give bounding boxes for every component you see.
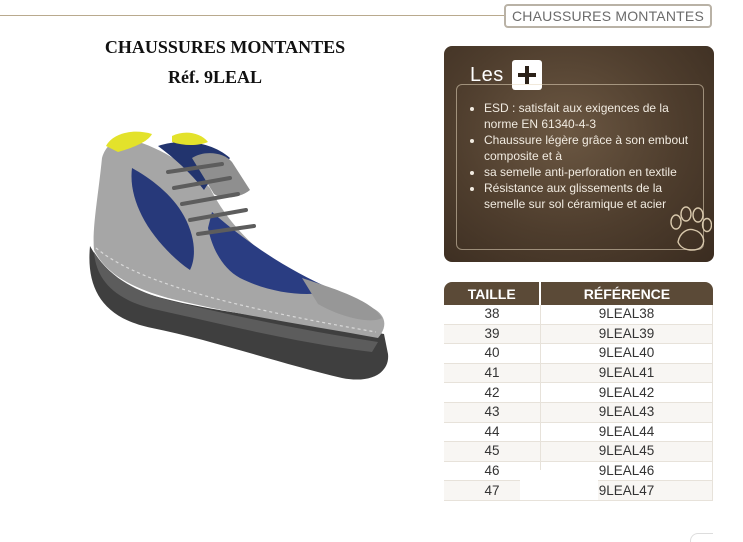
size-cell: 46 — [444, 461, 540, 481]
feature-item: • Résistance aux glissements de la semelle sur sol céramique et acier — [484, 180, 700, 212]
size-cell: 43 — [444, 402, 540, 422]
reference-cell: 9LEAL38 — [540, 305, 712, 324]
product-title: CHAUSSURES MONTANTES — [104, 37, 346, 57]
size-table — [444, 282, 713, 501]
size-cell: 40 — [444, 344, 540, 364]
reference-cell: 9LEAL41 — [540, 363, 712, 383]
feature-item: • Chaussure légère grâce à son embout composite et à — [484, 132, 700, 164]
top-divider — [0, 15, 505, 16]
feature-item: • sa semelle anti-perforation en textile — [484, 164, 700, 180]
reference-cell: 9LEAL43 — [540, 402, 712, 422]
size-cell: 41 — [444, 363, 540, 383]
size-cell: 42 — [444, 383, 540, 403]
section-tag: CHAUSSURES MONTANTES — [504, 4, 712, 28]
size-cell: 38 — [444, 305, 540, 324]
size-cell: 39 — [444, 324, 540, 344]
reference-cell: 9LEAL44 — [540, 422, 712, 442]
table-row — [444, 344, 713, 364]
reference-cell: 9LEAL39 — [540, 324, 712, 344]
column-header-size: TAILLE — [444, 282, 540, 305]
reference-cell: 9LEAL47 — [540, 481, 712, 501]
table-row — [444, 383, 713, 403]
reference-cell: 9LEAL45 — [540, 442, 712, 462]
reference-cell: 9LEAL42 — [540, 383, 712, 403]
table-row — [444, 422, 713, 442]
feature-list — [464, 100, 700, 212]
les-label: Les — [470, 64, 504, 86]
size-cell: 45 — [444, 442, 540, 462]
table-row — [444, 324, 713, 344]
shoe-image — [72, 128, 402, 388]
feature-item: • ESD : satisfait aux exigences de la norme EN 61340-4-3 — [484, 100, 700, 132]
paw-print-icon — [668, 206, 712, 254]
table-row — [444, 402, 713, 422]
reference-cell: 9LEAL46 — [540, 461, 712, 481]
table-row — [444, 363, 713, 383]
size-cell: 44 — [444, 422, 540, 442]
table-row — [444, 305, 713, 324]
table-row — [444, 442, 713, 462]
column-header-reference: RÉFÉRENCE — [540, 282, 712, 305]
size-cell: 47 — [444, 481, 540, 501]
product-reference: Réf. 9LEAL — [168, 67, 262, 87]
advantages-panel — [444, 46, 714, 262]
reference-cell: 9LEAL40 — [540, 344, 712, 364]
white-patch — [520, 470, 598, 500]
